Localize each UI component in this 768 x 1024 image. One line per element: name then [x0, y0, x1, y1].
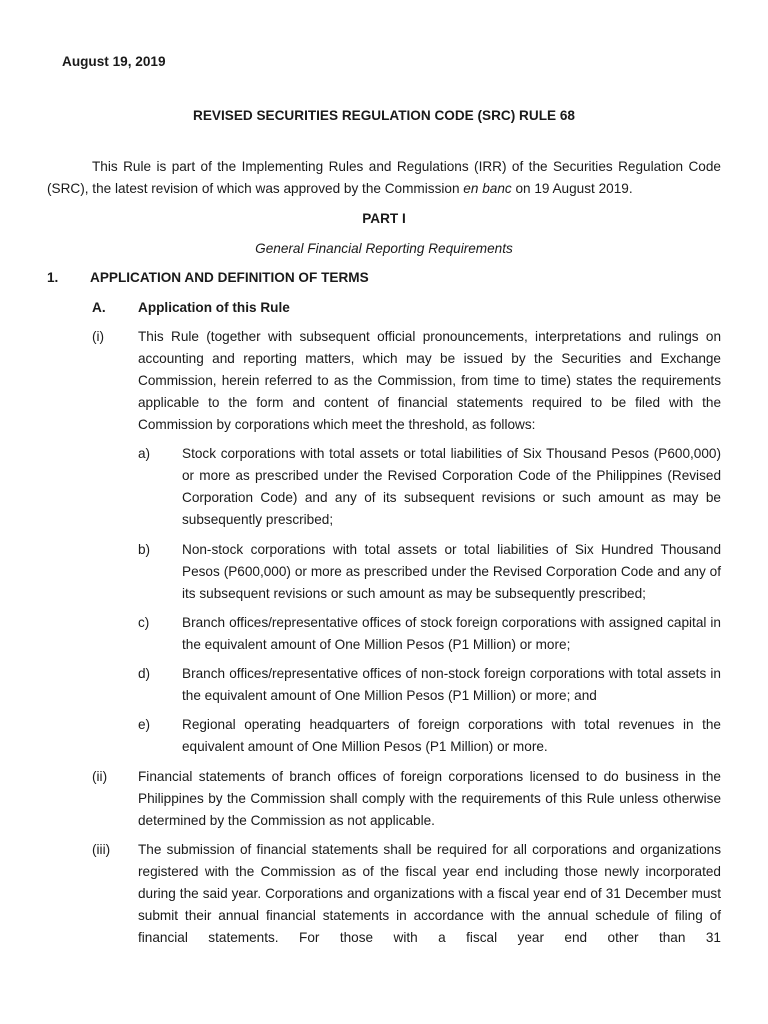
document-date: August 19, 2019: [62, 54, 166, 69]
document-title: REVISED SECURITIES REGULATION CODE (SRC) RULE 68: [193, 108, 575, 123]
section-number: 1.: [47, 270, 59, 285]
item-e-text: Regional operating headquarters of foreign corporations with total revenues in the equivalent amount of One Million Pesos (P1 Million) or more.: [182, 717, 721, 754]
clause-i-text: This Rule (together with subsequent official pronouncements, interpretations and rulings on accounting and reporting matters, which may be issued by the Securities and Exchange Commission, herein referred to as the Commission, from time to time) states the requirements applicable to the form and content of financial statements required to be filed with the Commission by corporations which meet the threshold, as follows:: [138, 329, 721, 432]
section-title: APPLICATION AND DEFINITION OF TERMS: [90, 270, 369, 285]
clause-ii-text: Financial statements of branch offices of foreign corporations licensed to do business in the Philippines by the Commission shall comply with the requirements of this Rule unless otherwise determined by the Commission as not applicable.: [138, 769, 721, 828]
intro-text-end: on 19 August 2019.: [511, 181, 633, 196]
item-b-text: Non-stock corporations with total assets or total liabilities of Six Hundred Thousand Pesos (P600,000) or more as prescribed under the Revised Corporation Code and any of its subsequent revisions or such amount as may be subsequently prescribed;: [182, 542, 721, 601]
part-subtitle: General Financial Reporting Requirements: [255, 241, 513, 256]
clause-ii-label: (ii): [92, 769, 108, 784]
part-heading: PART I: [362, 211, 406, 226]
item-a-label: a): [138, 446, 151, 461]
item-b-label: b): [138, 542, 151, 557]
clause-iii-label: (iii): [92, 842, 111, 857]
item-c-label: c): [138, 615, 150, 630]
item-a-text: Stock corporations with total assets or total liabilities of Six Thousand Pesos (P600,000) or more as prescribed under the Revised Corporation Code of the Philippines (Revised Corporation Code) and any of its subsequent revisions or such amount as may be subsequently prescribed;: [182, 446, 721, 527]
clause-i-label: (i): [92, 329, 105, 344]
item-d-label: d): [138, 666, 151, 681]
item-c-text: Branch offices/representative offices of stock foreign corporations with assigned capital in the equivalent amount of One Million Pesos (P1 Million) or more;: [182, 615, 721, 652]
intro-paragraph: [47, 156, 721, 200]
subsection-title: Application of this Rule: [138, 300, 290, 315]
item-e-label: e): [138, 717, 151, 732]
intro-italic-term: en banc: [463, 181, 512, 196]
clause-iii-text: The submission of financial statements shall be required for all corporations and organizations registered with the Commission as of the fiscal year end including those newly incorporated during the said year. Corporations and organizations with a fiscal year end of 31 December must submit their annual financial statements in accordance with the annual schedule of filing of financial statements. For those with a fiscal year end other than 31: [138, 842, 721, 945]
intro-text-start: This Rule is part of the Implementing Rules and Regulations (IRR) of the Securities Regulation Code (SRC), the latest revision of which was approved by the Commission: [47, 159, 721, 196]
subsection-letter: A.: [92, 300, 106, 315]
item-d-text: Branch offices/representative offices of non-stock foreign corporations with total assets in the equivalent amount of One Million Pesos (P1 Million) or more; and: [182, 666, 721, 703]
